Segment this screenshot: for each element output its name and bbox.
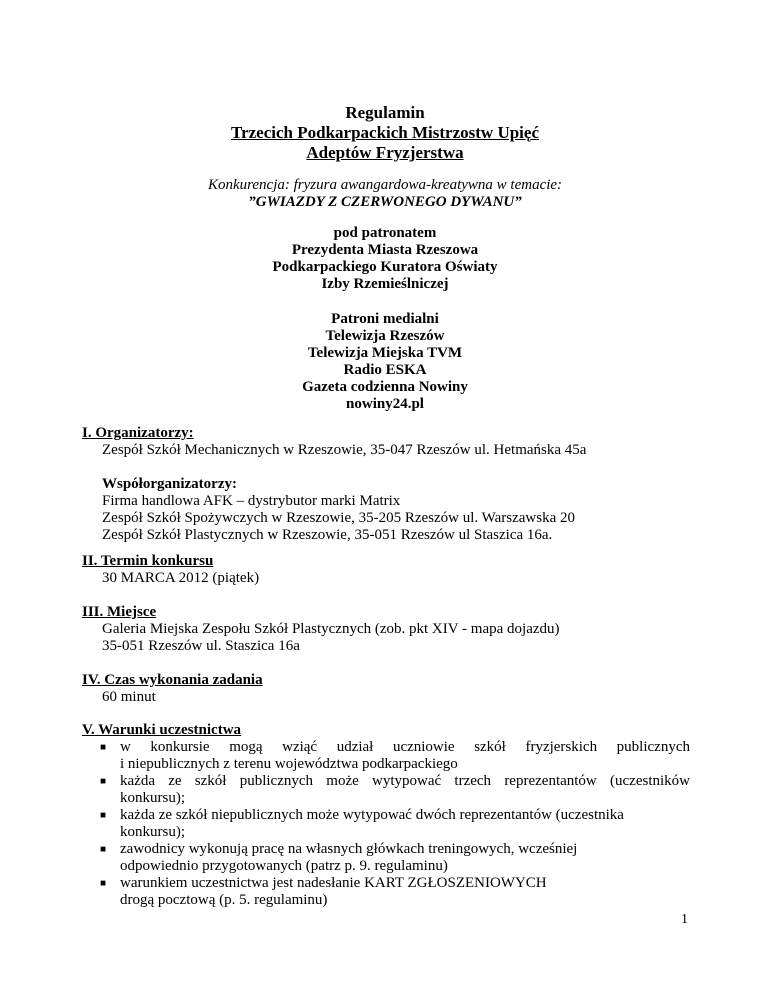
section-conditions <box>82 722 690 909</box>
media-patron-line: Gazeta codzienna Nowiny <box>302 379 468 395</box>
place-line: Galeria Miejska Zespołu Szkół Plastycznych (zob. pkt XIV - mapa dojazdu) <box>102 621 560 637</box>
square-bullet-icon: ■ <box>100 844 107 855</box>
patronage-block <box>80 225 690 293</box>
list-item <box>100 841 690 875</box>
coorganizer-line: Zespół Szkół Plastycznych w Rzeszowie, 35-051 Rzeszów ul Staszica 16a. <box>102 527 553 543</box>
square-bullet-icon: ■ <box>100 742 107 753</box>
date-text: 30 MARCA 2012 (piątek) <box>102 570 260 586</box>
place-address: 35-051 Rzeszów ul. Staszica 16a <box>102 638 300 654</box>
condition-line: w konkursie mogą wziąć udział uczniowie szkół fryzjerskich publicznych <box>120 739 690 755</box>
square-bullet-icon: ■ <box>100 810 107 821</box>
square-bullet-icon: ■ <box>100 878 107 889</box>
list-item <box>100 739 690 773</box>
patronage-heading: pod patronatem <box>333 225 437 241</box>
patron-line: Prezydenta Miasta Rzeszowa <box>291 242 479 258</box>
list-item <box>100 773 690 807</box>
patron-line: Izby Rzemieślniczej <box>321 276 449 292</box>
section-date <box>82 553 702 587</box>
condition-line: zawodnicy wykonują pracę na własnych główkach treningowych, wcześniej <box>120 841 578 857</box>
section-heading: II. Termin konkursu <box>82 553 214 569</box>
section-heading: V. Warunki uczestnictwa <box>82 722 242 738</box>
section-time <box>82 672 702 706</box>
document-title: Regulamin <box>345 103 425 122</box>
media-heading: Patroni medialni <box>331 311 439 327</box>
coorganizer-line: Zespół Szkół Spożywczych w Rzeszowie, 35-205 Rzeszów ul. Warszawska 20 <box>102 510 575 526</box>
square-bullet-icon: ■ <box>100 776 107 787</box>
condition-line: konkursu); <box>120 824 185 840</box>
coorganizer-line: Firma handlowa AFK – dystrybutor marki Matrix <box>102 493 401 509</box>
condition-line: i niepublicznych z terenu województwa podkarpackiego <box>120 756 458 772</box>
section-heading: I. Organizatorzy: <box>82 425 194 441</box>
media-patron-line: Radio ESKA <box>343 362 427 378</box>
document-subtitle-line2: Adeptów Fryzjerstwa <box>306 143 464 162</box>
media-patron-line: nowiny24.pl <box>346 396 424 412</box>
time-text: 60 minut <box>102 689 156 705</box>
condition-line: konkursu); <box>120 790 185 806</box>
document-subtitle-line1: Trzecich Podkarpackich Mistrzostw Upięć <box>231 123 539 142</box>
media-patron-line: Telewizja Rzeszów <box>325 328 445 344</box>
media-patrons-block <box>80 311 690 413</box>
media-patron-line: Telewizja Miejska TVM <box>307 345 463 361</box>
title-block <box>80 103 690 163</box>
condition-line: odpowiednio przygotowanych (patrz p. 9. regulaminu) <box>120 858 448 874</box>
condition-line: warunkiem uczestnictwa jest nadesłanie KART ZGŁOSZENIOWYCH <box>120 875 547 891</box>
section-heading: III. Miejsce <box>82 604 157 620</box>
coorganizers-block <box>82 476 702 544</box>
section-heading: IV. Czas wykonania zadania <box>82 672 263 688</box>
page-number: 1 <box>681 912 688 927</box>
competition-label: Konkurencja: fryzura awangardowa-kreatywna w temacie: <box>207 177 563 193</box>
condition-line: każda ze szkół niepublicznych może wytypować dwóch reprezentantów (uczestnika <box>120 807 624 823</box>
competition-block <box>80 177 690 211</box>
organizer-text: Zespół Szkół Mechanicznych w Rzeszowie, 35-047 Rzeszów ul. Hetmańska 45a <box>102 442 587 458</box>
patron-line: Podkarpackiego Kuratora Oświaty <box>272 259 498 275</box>
section-place <box>82 604 702 655</box>
condition-line: każda ze szkół publicznych może wytypować trzech reprezentantów (uczestników <box>120 773 690 789</box>
coorganizers-heading: Współorganizatorzy: <box>102 476 237 492</box>
conditions-list <box>82 739 690 909</box>
list-item <box>100 807 690 841</box>
list-item <box>100 875 690 909</box>
section-organizers <box>82 425 702 544</box>
competition-theme: ”GWIAZDY Z CZERWONEGO DYWANU” <box>248 194 522 210</box>
condition-line: drogą pocztową (p. 5. regulaminu) <box>120 892 328 908</box>
